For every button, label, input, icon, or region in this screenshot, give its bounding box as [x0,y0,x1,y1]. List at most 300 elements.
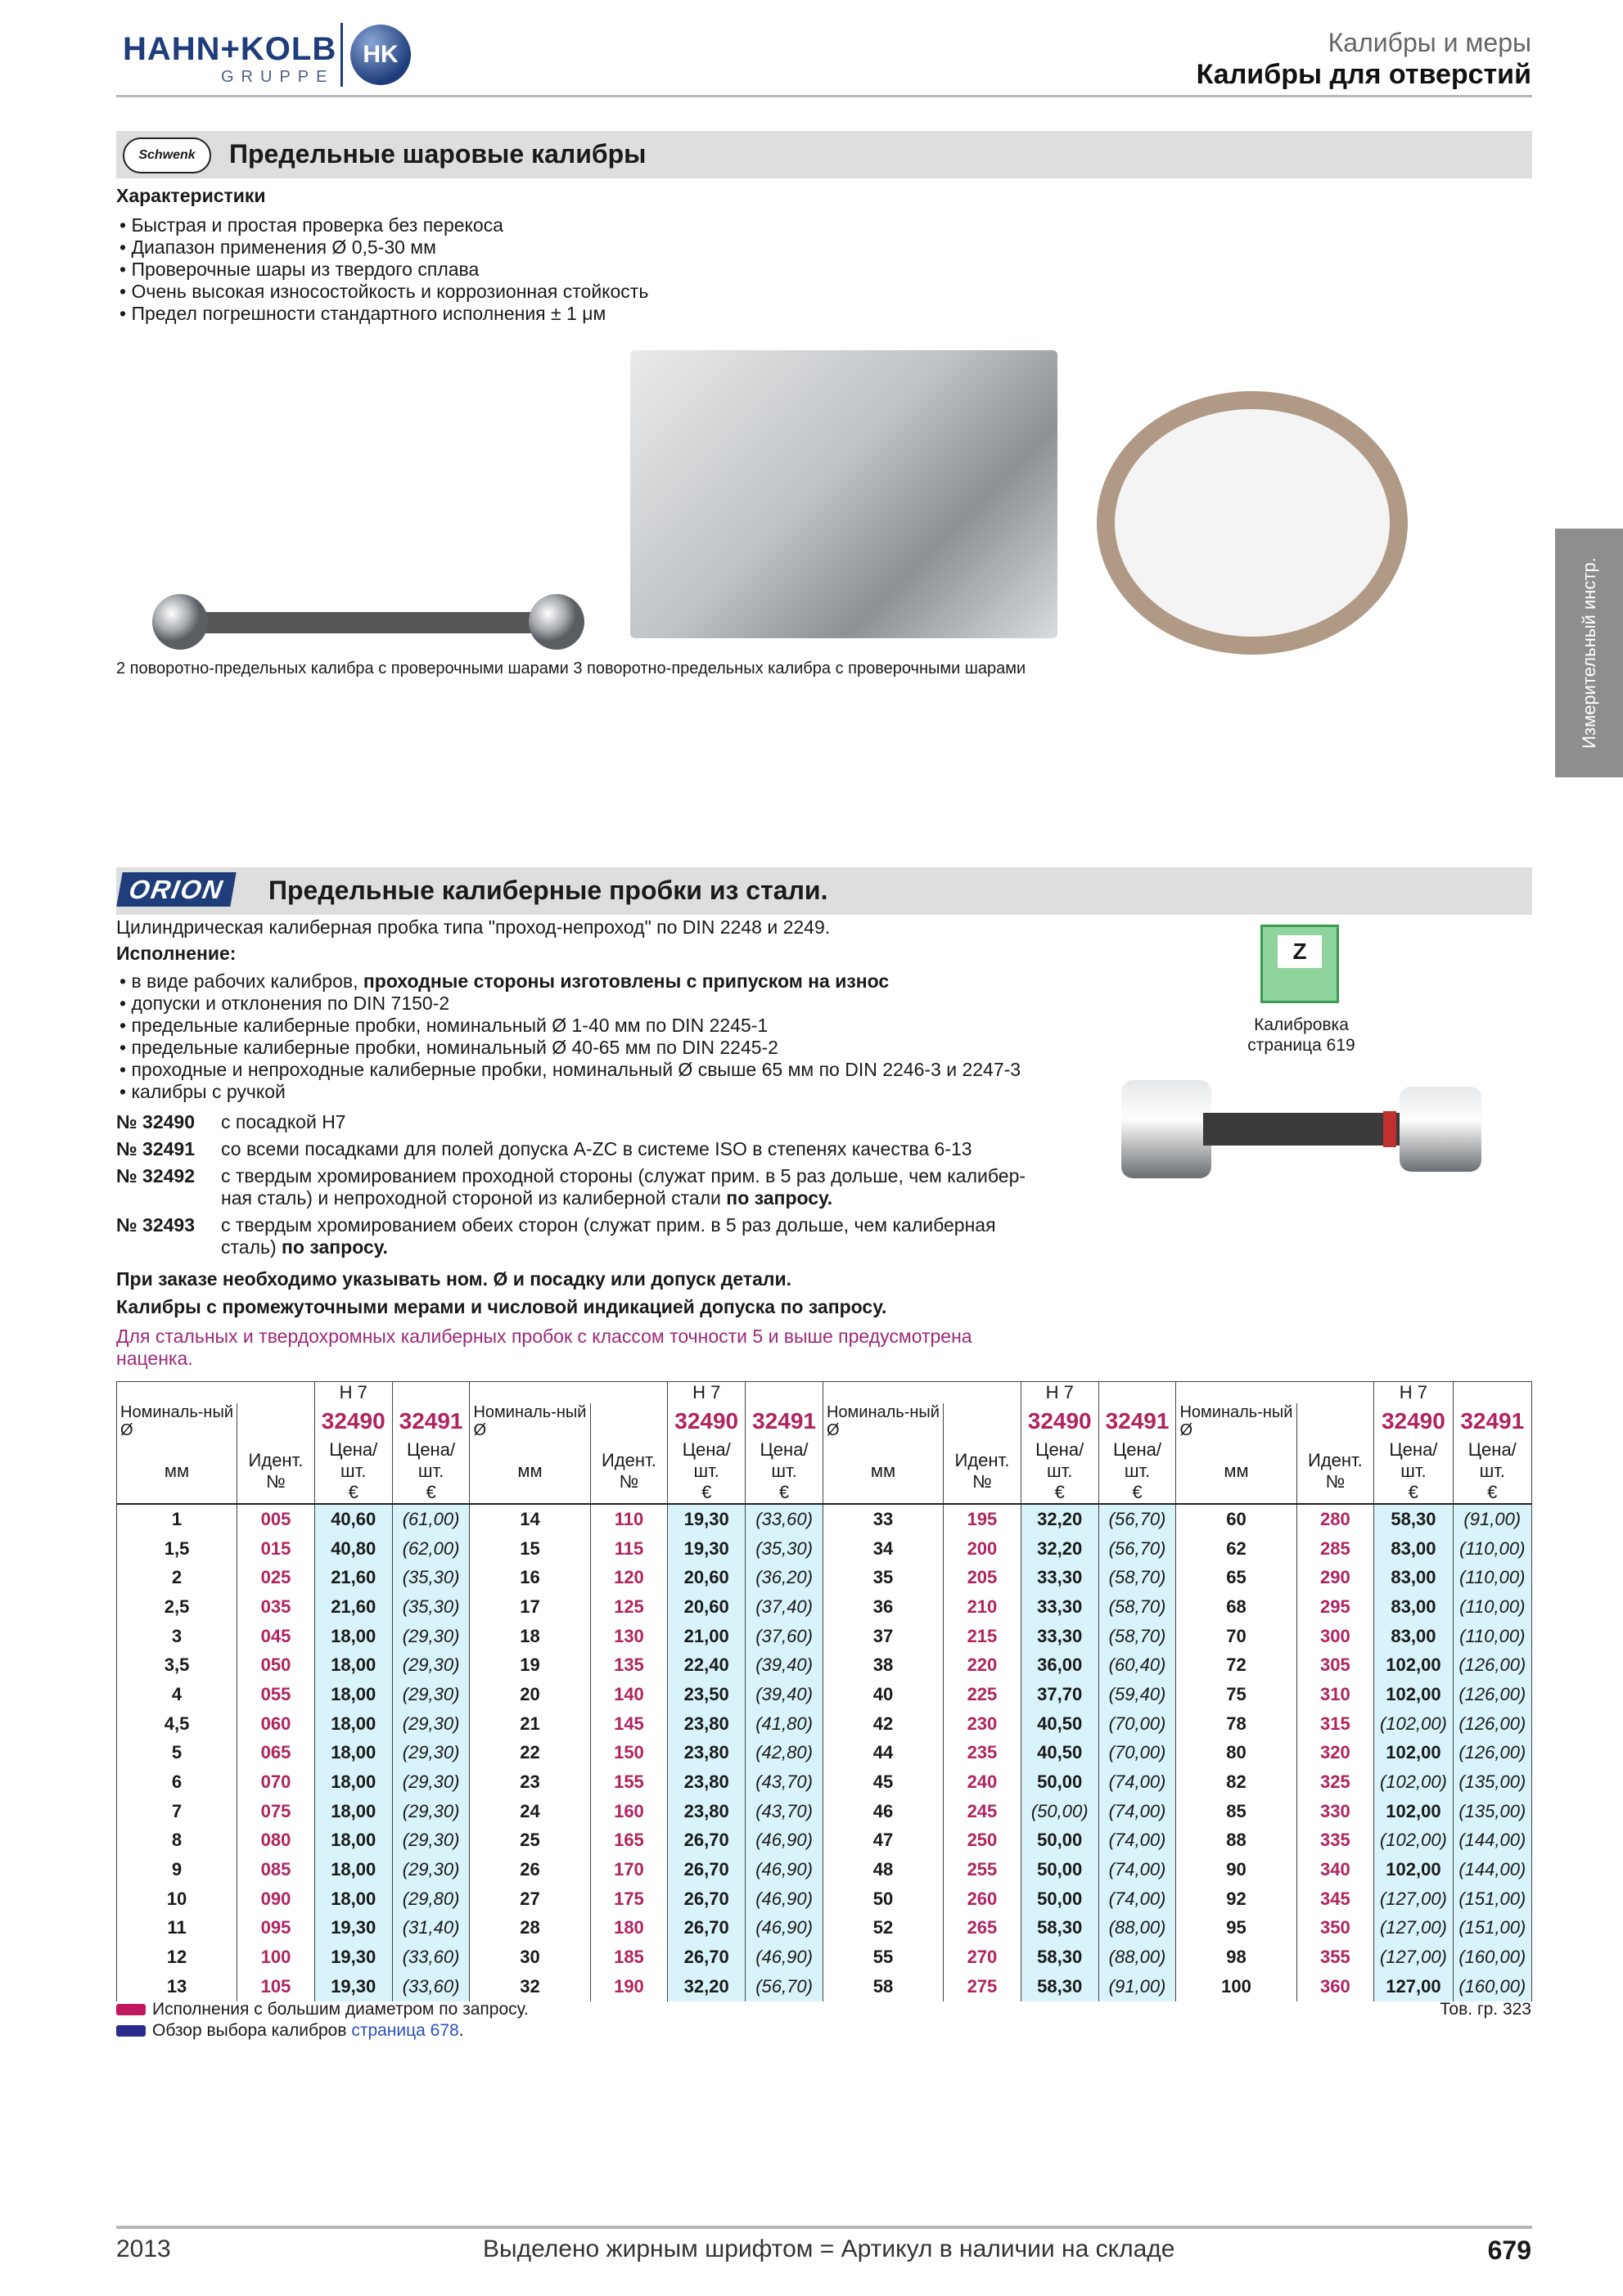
nominal-diameter-cell: 1,5 [117,1534,237,1564]
table-header-row [117,1439,1532,1504]
note-larger-diameter: Исполнения с большим диаметром по запросу. [116,2000,529,2019]
ident-number-cell: 325 [1296,1767,1374,1797]
header-nominal: Номиналь-ный Ø [823,1403,943,1439]
ident-number-cell: 320 [1296,1739,1374,1768]
header-ident: Идент. № [944,1439,1021,1504]
nominal-diameter-cell: 37 [823,1622,943,1651]
price-32490-cell: 40,50 [1021,1739,1098,1768]
price-32490-cell: 21,60 [314,1592,392,1622]
nominal-diameter-cell: 35 [823,1563,943,1592]
price-32490-cell: 32,20 [1021,1534,1098,1564]
price-32490-cell: 83,00 [1374,1592,1453,1622]
header-article-32491: 32491 [746,1403,823,1439]
side-tab[interactable] [1555,529,1623,777]
header-price: Цена/шт. € [1021,1439,1098,1504]
section-title: Предельные шаровые калибры [229,139,647,169]
table-row [117,1826,1532,1856]
price-32491-cell: (29,30) [392,1767,470,1797]
ident-number-cell: 005 [237,1504,315,1534]
nominal-diameter-cell: 3 [117,1622,237,1651]
price-32491-cell: (144,00) [1453,1826,1531,1856]
price-32491-cell: (33,60) [392,1943,470,1972]
nominal-diameter-cell: 55 [823,1943,943,1972]
table-row [117,1650,1532,1680]
nominal-diameter-cell: 15 [470,1534,590,1564]
price-32491-cell: (42,80) [746,1739,823,1768]
header-mm: мм [470,1439,590,1504]
price-32490-cell: 58,30 [1021,1943,1098,1972]
request-note: Калибры с промежуточными мерами и числовой индикацией допуска по запросу. [116,1296,887,1317]
section-title: Предельные калиберные пробки из стали. [268,876,828,905]
price-32490-cell: 127,00 [1374,1972,1453,2001]
article-variants [116,1111,1057,1258]
nominal-diameter-cell: 19 [470,1650,590,1680]
price-32491-cell: (126,00) [1453,1739,1531,1768]
header-empty-cell [823,1382,1021,1404]
price-32491-cell: (29,30) [392,1826,470,1856]
feature-item: • Быстрая и простая проверка без перекоса [119,214,648,236]
schwenk-brand-logo: Schwenk [123,137,211,173]
ident-number-cell: 065 [237,1739,315,1768]
price-32490-cell: (102,00) [1374,1767,1453,1797]
price-32490-cell: 18,00 [314,1855,392,1884]
ident-number-cell: 225 [944,1680,1021,1709]
header-nominal: Номиналь-ный Ø [470,1403,590,1439]
price-32490-cell: 18,00 [314,1884,392,1914]
ident-number-cell: 265 [944,1914,1021,1943]
price-32490-cell: 102,00 [1374,1680,1453,1709]
price-32490-cell: 23,80 [668,1709,746,1739]
ident-number-cell: 220 [944,1650,1021,1680]
nominal-diameter-cell: 68 [1176,1592,1296,1622]
nominal-diameter-cell: 47 [823,1826,943,1856]
price-32490-cell: 26,70 [668,1943,746,1972]
ident-number-cell: 115 [590,1534,668,1564]
ident-number-cell: 200 [944,1534,1021,1564]
price-32491-cell: (144,00) [1453,1855,1531,1884]
ident-number-cell: 210 [944,1592,1021,1622]
nominal-diameter-cell: 40 [823,1680,943,1709]
ident-number-cell: 315 [1296,1709,1374,1739]
price-32491-cell: (74,00) [1098,1797,1176,1826]
nominal-diameter-cell: 98 [1176,1943,1296,1972]
ident-number-cell: 165 [590,1826,668,1856]
price-32490-cell: 21,00 [668,1622,746,1651]
price-32491-cell: (62,00) [392,1534,470,1564]
price-32491-cell: (35,30) [392,1592,470,1622]
table-row [117,1914,1532,1943]
footer-divider [116,2226,1532,2229]
ident-number-cell: 090 [237,1884,315,1914]
price-32490-cell: 18,00 [314,1709,392,1739]
price-32491-cell: (29,30) [392,1650,470,1680]
nominal-diameter-cell: 45 [823,1767,943,1797]
price-32490-cell: 18,00 [314,1739,392,1768]
nominal-diameter-cell: 24 [470,1797,590,1826]
price-32490-cell: 50,00 [1021,1884,1098,1914]
header-empty-cell [392,1382,470,1404]
ident-number-cell: 310 [1296,1680,1374,1709]
price-32491-cell: (160,00) [1453,1943,1531,1972]
price-32491-cell: (39,40) [746,1680,823,1709]
table-header-row [117,1403,1532,1439]
header-price: Цена/шт. € [392,1439,470,1504]
price-32490-cell: (50,00) [1021,1797,1098,1826]
table-row [117,1534,1532,1564]
plug-gauge-photo [1113,1064,1498,1195]
header-ident: Идент. № [590,1439,668,1504]
price-32491-cell: (29,30) [392,1622,470,1651]
nominal-diameter-cell: 90 [1176,1855,1296,1884]
nominal-diameter-cell: 8 [117,1826,237,1856]
price-32490-cell: (127,00) [1374,1914,1453,1943]
table-row [117,1797,1532,1826]
price-32490-cell: 33,30 [1021,1563,1098,1592]
nominal-diameter-cell: 33 [823,1504,943,1534]
nominal-diameter-cell: 38 [823,1650,943,1680]
nominal-diameter-cell: 1 [117,1504,237,1534]
nominal-diameter-cell: 13 [117,1972,237,2001]
nominal-diameter-cell: 92 [1176,1884,1296,1914]
nominal-diameter-cell: 4,5 [117,1709,237,1739]
price-32491-cell: (33,60) [746,1504,823,1534]
ident-number-cell: 130 [590,1622,668,1651]
header-article-32491: 32491 [1453,1403,1531,1439]
nominal-diameter-cell: 32 [470,1972,590,2001]
surcharge-note: Для стальных и твердохромных калиберных пробок с классом точности 5 и выше предусмотрена наценка. [116,1326,972,1369]
nominal-diameter-cell: 7 [117,1797,237,1826]
nominal-diameter-cell: 18 [470,1622,590,1651]
price-32490-cell: 21,60 [314,1563,392,1592]
ident-number-cell: 230 [944,1709,1021,1739]
header-empty-cell [1453,1382,1531,1404]
ident-number-cell: 160 [590,1797,668,1826]
price-32491-cell: (29,30) [392,1739,470,1768]
price-32490-cell: 20,60 [668,1592,746,1622]
header-mm: мм [1176,1439,1296,1504]
ident-number-cell: 070 [237,1767,315,1797]
header-price: Цена/шт. € [668,1439,746,1504]
nominal-diameter-cell: 2 [117,1563,237,1592]
price-32491-cell: (29,80) [392,1884,470,1914]
price-32491-cell: (88,00) [1098,1943,1176,1972]
table-row [117,1622,1532,1651]
price-32491-cell: (74,00) [1098,1767,1176,1797]
price-32490-cell: 18,00 [314,1622,392,1651]
calibration-link[interactable]: Калибровка страница 619 [1247,1015,1355,1055]
price-32491-cell: (29,30) [392,1709,470,1739]
ident-number-cell: 135 [590,1650,668,1680]
price-32491-cell: (35,30) [392,1563,470,1592]
ident-number-cell: 060 [237,1709,315,1739]
page-category: Калибры и меры [1328,28,1531,57]
nominal-diameter-cell: 14 [470,1504,590,1534]
header-fit-h7: H 7 [1374,1382,1453,1404]
nominal-diameter-cell: 48 [823,1855,943,1884]
price-32491-cell: (126,00) [1453,1680,1531,1709]
price-32490-cell: 102,00 [1374,1797,1453,1826]
nominal-diameter-cell: 10 [117,1884,237,1914]
ident-number-cell: 280 [1296,1504,1374,1534]
price-32490-cell: 40,80 [314,1534,392,1564]
ident-number-cell: 185 [590,1943,668,1972]
price-32491-cell: (59,40) [1098,1680,1176,1709]
price-32491-cell: (56,70) [1098,1504,1176,1534]
nominal-diameter-cell: 11 [117,1914,237,1943]
feature-item: • Очень высокая износостойкость и коррозионная стойкость [119,281,648,303]
nominal-diameter-cell: 62 [1176,1534,1296,1564]
ident-number-cell: 290 [1296,1563,1374,1592]
brand-badge-icon: HK [350,25,411,85]
header-empty-cell [470,1382,668,1404]
table-row [117,1943,1532,1972]
price-32491-cell: (46,90) [746,1826,823,1856]
price-table [116,1381,1532,2001]
price-32490-cell: 19,30 [314,1972,392,2001]
ident-number-cell: 305 [1296,1650,1374,1680]
arrow-left-icon [116,2025,146,2037]
table-row [117,1884,1532,1914]
overview-page-link[interactable]: страница 678 [351,2021,459,2040]
execution-item: • проходные и непроходные калиберные пробки, номинальный Ø свыше 65 мм по DIN 2246-3 и 2247-3 [119,1059,1021,1081]
price-32491-cell: (41,80) [746,1709,823,1739]
nominal-diameter-cell: 5 [117,1739,237,1768]
nominal-diameter-cell: 3,5 [117,1650,237,1680]
execution-item: • предельные калиберные пробки, номинальный Ø 40-65 мм по DIN 2245-2 [119,1037,1021,1059]
ident-number-cell: 025 [237,1563,315,1592]
nominal-diameter-cell: 27 [470,1884,590,1914]
ident-number-cell: 300 [1296,1622,1374,1651]
execution-item: • допуски и отклонения по DIN 7150-2 [119,993,1021,1015]
nominal-diameter-cell: 44 [823,1739,943,1768]
nominal-diameter-cell: 65 [1176,1563,1296,1592]
nominal-diameter-cell: 34 [823,1534,943,1564]
price-32491-cell: (33,60) [392,1972,470,2001]
price-32491-cell: (46,90) [746,1914,823,1943]
price-32490-cell: 50,00 [1021,1855,1098,1884]
price-32490-cell: 50,00 [1021,1826,1098,1856]
ident-number-cell: 055 [237,1680,315,1709]
ident-number-cell: 085 [237,1855,315,1884]
nominal-diameter-cell: 52 [823,1914,943,1943]
table-row [117,1739,1532,1768]
price-32491-cell: (74,00) [1098,1855,1176,1884]
price-32491-cell: (88,00) [1098,1914,1176,1943]
variant-row: № 32490 с посадкой H7 [116,1111,346,1132]
price-32491-cell: (70,00) [1098,1709,1176,1739]
price-32490-cell: 23,80 [668,1797,746,1826]
price-32490-cell: 33,30 [1021,1592,1098,1622]
ident-number-cell: 330 [1296,1797,1374,1826]
gauge-in-use-photo [630,350,1057,638]
ident-number-cell: 205 [944,1563,1021,1592]
price-32491-cell: (37,60) [746,1622,823,1651]
ident-number-cell: 110 [590,1504,668,1534]
nominal-diameter-cell: 95 [1176,1914,1296,1943]
price-32491-cell: (126,00) [1453,1650,1531,1680]
price-32490-cell: 102,00 [1374,1855,1453,1884]
table-row [117,1709,1532,1739]
nominal-diameter-cell: 78 [1176,1709,1296,1739]
header-nominal: Номиналь-ный Ø [1176,1403,1296,1439]
header-fit-h7: H 7 [1021,1382,1098,1404]
price-32490-cell: 83,00 [1374,1622,1453,1651]
header-empty-cell [590,1403,668,1439]
price-32491-cell: (70,00) [1098,1739,1176,1768]
nominal-diameter-cell: 36 [823,1592,943,1622]
ident-number-cell: 240 [944,1767,1021,1797]
ident-number-cell: 105 [237,1972,315,2001]
execution-list [119,970,1021,1103]
nominal-diameter-cell: 50 [823,1884,943,1914]
price-32490-cell: 58,30 [1021,1914,1098,1943]
header-ident: Идент. № [1296,1439,1374,1504]
ident-number-cell: 360 [1296,1972,1374,2001]
price-32490-cell: 58,30 [1374,1504,1453,1534]
header-price: Цена/шт. € [1098,1439,1176,1504]
ident-number-cell: 270 [944,1943,1021,1972]
feature-item: • Проверочные шары из твердого сплава [119,259,648,281]
price-32491-cell: (91,00) [1098,1972,1176,2001]
ball-gauge-photo [147,589,589,655]
ident-number-cell: 190 [590,1972,668,2001]
nominal-diameter-cell: 42 [823,1709,943,1739]
ident-number-cell: 335 [1296,1826,1374,1856]
price-32490-cell: (102,00) [1374,1709,1453,1739]
price-32490-cell: 19,30 [668,1504,746,1534]
price-32490-cell: (127,00) [1374,1884,1453,1914]
nominal-diameter-cell: 2,5 [117,1592,237,1622]
header-empty-cell [944,1403,1021,1439]
ident-number-cell: 255 [944,1855,1021,1884]
nominal-diameter-cell: 58 [823,1972,943,2001]
price-32490-cell: 40,50 [1021,1709,1098,1739]
price-32491-cell: (36,20) [746,1563,823,1592]
intro-text: Цилиндрическая калиберная пробка типа "проход-непроход" по DIN 2248 и 2249. [116,916,831,938]
header-mm: мм [117,1439,237,1504]
features-list [119,214,648,325]
header-empty-cell [237,1403,315,1439]
ident-number-cell: 150 [590,1739,668,1768]
price-32490-cell: 18,00 [314,1826,392,1856]
price-32491-cell: (46,90) [746,1855,823,1884]
table-row [117,1767,1532,1797]
ident-number-cell: 015 [237,1534,315,1564]
price-32490-cell: (127,00) [1374,1943,1453,1972]
logo-separator [340,23,343,87]
ident-number-cell: 155 [590,1767,668,1797]
price-32491-cell: (91,00) [1453,1504,1531,1534]
price-32490-cell: 26,70 [668,1855,746,1884]
price-32491-cell: (160,00) [1453,1972,1531,2001]
table-row [117,1680,1532,1709]
ident-number-cell: 180 [590,1914,668,1943]
variant-row: № 32492 с твердым хромированием проходной стороны (служат прим. в 5 раз дольше, чем калибер- ная сталь) и непроходной стороной из калиберной стали по запросу. [116,1165,1026,1209]
price-32491-cell: (37,40) [746,1592,823,1622]
price-32490-cell: 18,00 [314,1797,392,1826]
price-32490-cell: 22,40 [668,1650,746,1680]
price-32490-cell: 83,00 [1374,1563,1453,1592]
ident-number-cell: 350 [1296,1914,1374,1943]
order-note: При заказе необходимо указывать ном. Ø и посадку или допуск детали. [116,1268,792,1290]
price-32491-cell: (31,40) [392,1914,470,1943]
table-row [117,1855,1532,1884]
feature-item: • Предел погрешности стандартного исполнения ± 1 μм [119,303,648,325]
price-32491-cell: (58,70) [1098,1592,1176,1622]
header-price: Цена/шт. € [1374,1439,1453,1504]
ident-number-cell: 100 [237,1943,315,1972]
nominal-diameter-cell: 28 [470,1914,590,1943]
ident-number-cell: 120 [590,1563,668,1592]
execution-heading: Исполнение: [116,943,237,964]
orion-brand-logo: ORION [116,872,236,907]
header-divider [116,95,1532,97]
ident-number-cell: 275 [944,1972,1021,2001]
nominal-diameter-cell: 21 [470,1709,590,1739]
price-32491-cell: (46,90) [746,1943,823,1972]
header-price: Цена/шт. € [746,1439,823,1504]
price-32491-cell: (151,00) [1453,1914,1531,1943]
header-empty-cell [1296,1403,1374,1439]
note-overview: Обзор выбора калибров страница 678. [116,2021,464,2041]
price-32490-cell: 18,00 [314,1680,392,1709]
feature-item: • Диапазон применения Ø 0,5-30 мм [119,236,648,259]
price-32491-cell: (39,40) [746,1650,823,1680]
variant-row: № 32491 со всеми посадками для полей допуска A-ZC в системе ISO в степенях качества 6-13 [116,1138,972,1159]
nominal-diameter-cell: 30 [470,1943,590,1972]
price-32491-cell: (135,00) [1453,1797,1531,1826]
price-32491-cell: (126,00) [1453,1709,1531,1739]
price-32490-cell: 102,00 [1374,1739,1453,1768]
nominal-diameter-cell: 85 [1176,1797,1296,1826]
ident-number-cell: 075 [237,1797,315,1826]
nominal-diameter-cell: 100 [1176,1972,1296,2001]
price-32490-cell: 19,30 [314,1943,392,1972]
brand-logo: HAHN+KOLB [123,31,337,67]
price-32491-cell: (58,70) [1098,1622,1176,1651]
price-32491-cell: (151,00) [1453,1884,1531,1914]
price-32491-cell: (135,00) [1453,1767,1531,1797]
nominal-diameter-cell: 60 [1176,1504,1296,1534]
ident-number-cell: 285 [1296,1534,1374,1564]
calibration-badge-icon[interactable]: Z [1260,925,1339,1003]
price-32490-cell: 26,70 [668,1914,746,1943]
price-32491-cell: (35,30) [746,1534,823,1564]
price-32491-cell: (110,00) [1453,1622,1531,1651]
price-32490-cell: 37,70 [1021,1680,1098,1709]
price-32490-cell: 33,30 [1021,1622,1098,1651]
nominal-diameter-cell: 82 [1176,1767,1296,1797]
section-bar-plug-gauges [116,867,1532,915]
nominal-diameter-cell: 20 [470,1680,590,1709]
ident-number-cell: 045 [237,1622,315,1651]
price-32490-cell: 23,80 [668,1739,746,1768]
execution-item: • предельные калиберные пробки, номинальный Ø 1-40 мм по DIN 2245-1 [119,1015,1021,1037]
nominal-diameter-cell: 80 [1176,1739,1296,1768]
nominal-diameter-cell: 75 [1176,1680,1296,1709]
product-group: Тов. гр. 323 [1440,2000,1531,2019]
image-caption: 2 поворотно-предельных калибра с проверочными шарами 3 поворотно-предельных калибра с проверочными шарами [116,660,1026,678]
price-32490-cell: 18,00 [314,1650,392,1680]
header-article-32490: 32490 [314,1403,392,1439]
features-heading: Характеристики [116,185,266,206]
header-mm: мм [823,1439,943,1504]
price-32491-cell: (110,00) [1453,1592,1531,1622]
price-32490-cell: 32,20 [668,1972,746,2001]
price-32491-cell: (74,00) [1098,1884,1176,1914]
ident-number-cell: 215 [944,1622,1021,1651]
nominal-diameter-cell: 26 [470,1855,590,1884]
